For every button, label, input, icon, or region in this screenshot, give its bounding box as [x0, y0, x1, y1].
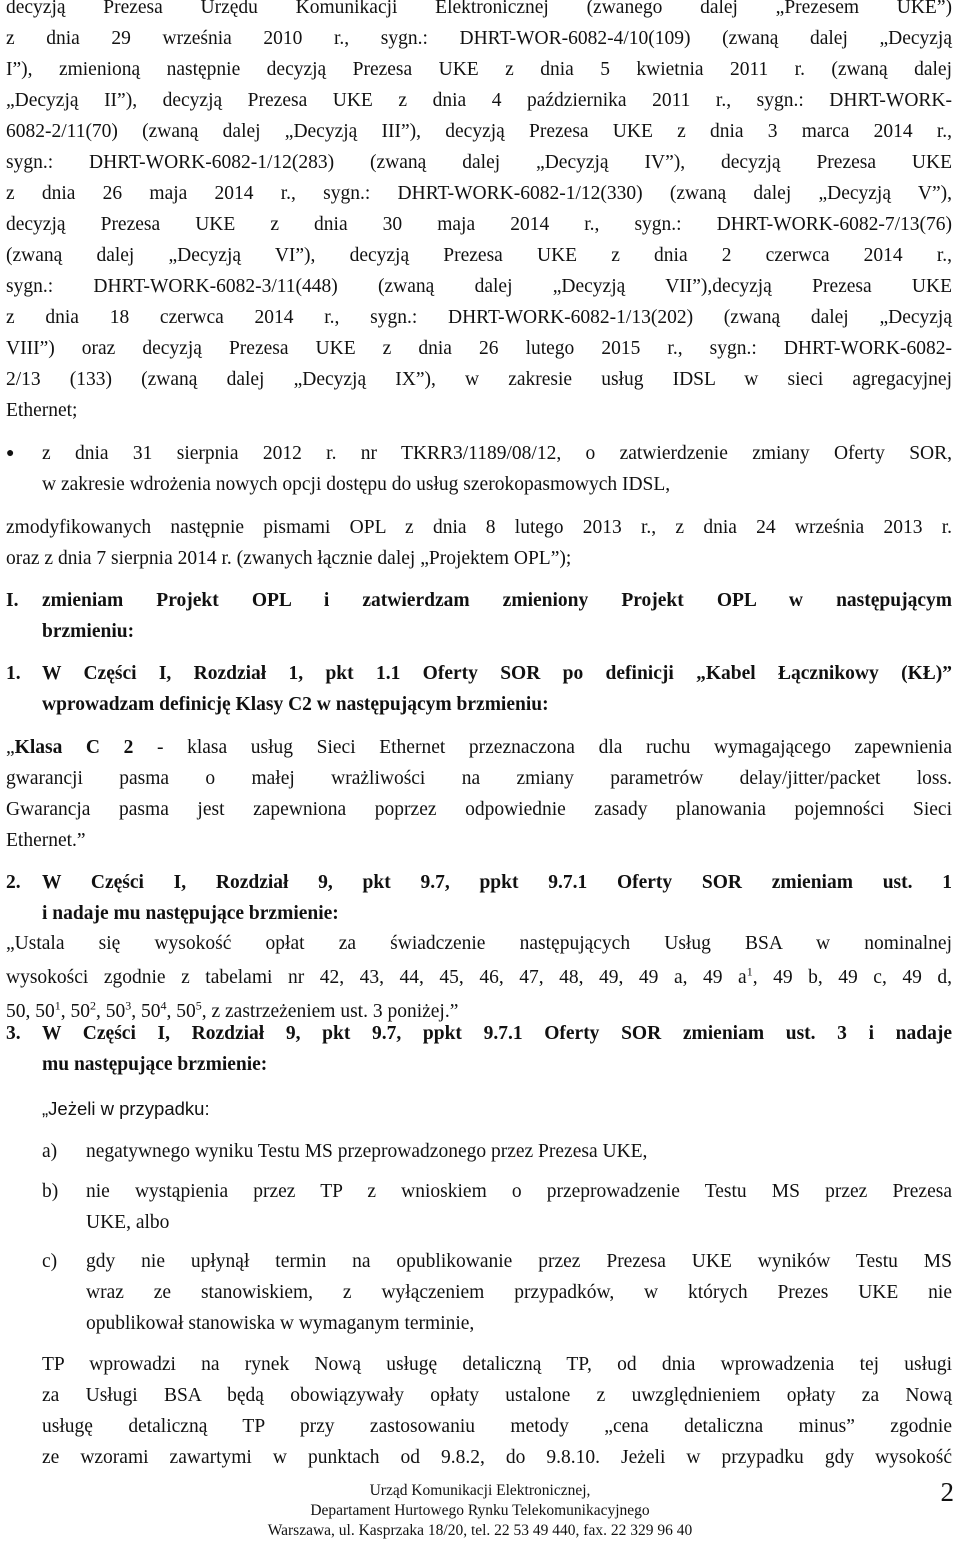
quote-text: , 50 — [96, 1001, 126, 1022]
section-heading-line: W Części I, Rozdział 9, pkt 9.7, ppkt 9.7.1 Oferty SOR zmieniam ust. 1 — [42, 872, 952, 893]
intro-line: decyzją Prezesa UKE z dnia 30 maja 2014 r., sygn.: DHRT-WORK-6082-7/13(76) — [6, 214, 952, 235]
definition-line: gwarancji pasma o małej wrażliwości na zmiany parametrów delay/jitter/packet loss. — [6, 768, 952, 789]
decision-line: zmieniam Projekt OPL i zatwierdzam zmieniony Projekt OPL w następującym — [42, 590, 952, 611]
closing-line: usługę detaliczną TP przy zastosowaniu metody „cena detaliczna minus” zgodnie — [42, 1416, 952, 1437]
list-label: c) — [42, 1251, 58, 1272]
quote-text: 50, 50 — [6, 1001, 55, 1022]
bullet-line: w zakresie wdrożenia nowych opcji dostępu do usług szerokopasmowych IDSL, — [42, 474, 671, 495]
quote-line — [6, 961, 952, 995]
superscript: 1 — [54, 998, 61, 1013]
page-number: 2 — [940, 1477, 954, 1507]
list-item-line: negatywnego wyniku Testu MS przeprowadzonego przez Prezesa UKE, — [86, 1141, 648, 1162]
intro-line: I”), zmienioną następnie decyzją Prezesa UKE z dnia 5 kwietnia 2011 r. (zwaną dalej — [6, 59, 952, 80]
bullet-icon: ● — [6, 446, 15, 461]
intro-line: sygn.: DHRT-WORK-6082-1/12(283) (zwaną dalej „Decyzją IV”), decyzją Prezesa UKE — [6, 152, 952, 173]
modified-line: zmodyfikowanych następnie pismami OPL z dnia 8 lutego 2013 r., z dnia 24 września 2013 r. — [6, 517, 952, 538]
intro-line: Ethernet; — [6, 400, 78, 421]
intro-line: z dnia 18 czerwca 2014 r., sygn.: DHRT-WORK-6082-1/13(202) (zwaną dalej „Decyzją — [6, 307, 952, 328]
superscript: 5 — [195, 998, 202, 1013]
superscript: 3 — [125, 998, 132, 1013]
list-item-line: wraz ze stanowiskiem, z wyłączeniem przypadków, w których Prezes UKE nie — [86, 1282, 952, 1303]
quote-line: „Ustala się wysokość opłat za świadczenie następujących Usług BSA w nominalnej — [6, 933, 952, 954]
closing-line: ze wzorami zawartymi w punktach od 9.8.2, do 9.8.10. Jeżeli w przypadku gdy wysokość — [42, 1447, 952, 1468]
intro-line: sygn.: DHRT-WORK-6082-3/11(448) (zwaną dalej „Decyzją VII”),decyzją Prezesa UKE — [6, 276, 952, 297]
section-heading-line: W Części I, Rozdział 1, pkt 1.1 Oferty SOR po definicji „Kabel Łącznikowy (KŁ)” — [42, 663, 952, 684]
footer-line: Warszawa, ul. Kasprzaka 18/20, tel. 22 53 49 440, fax. 22 329 96 40 — [267, 1522, 693, 1539]
section-heading-line: W Części I, Rozdział 9, pkt 9.7, ppkt 9.7.1 Oferty SOR zmieniam ust. 3 i nadaje — [42, 1023, 952, 1044]
definition-text: - klasa usług Sieci Ethernet przeznaczona dla ruchu wymagającego zapewnienia — [133, 737, 953, 758]
bullet-line: z dnia 31 sierpnia 2012 r. nr TKRR3/1189/08/12, o zatwierdzenie zmiany Oferty SOR, — [42, 443, 952, 464]
list-label: a) — [42, 1141, 58, 1162]
section-number: 1. — [6, 663, 21, 684]
section-heading-line: wprowadzam definicję Klasy C2 w następującym brzmieniu: — [42, 694, 549, 715]
intro-line: z dnia 29 września 2010 r., sygn.: DHRT-WOR-6082-4/10(109) (zwaną dalej „Decyzją — [6, 28, 952, 49]
superscript: 2 — [90, 998, 96, 1013]
list-item-line: UKE, albo — [86, 1212, 170, 1233]
intro-line: VIII”) oraz decyzją Prezesa UKE z dnia 26 lutego 2015 r., sygn.: DHRT-WORK-6082- — [6, 338, 952, 359]
quote-text: , 49 b, 49 c, 49 d, — [752, 967, 953, 988]
list-item-line: gdy nie upłynął termin na opublikowanie przez Prezesa UKE wyników Testu MS — [86, 1251, 952, 1272]
section-number: 2. — [6, 872, 21, 893]
section-heading-line: mu następujące brzmienie: — [42, 1054, 268, 1075]
footer-line: Urząd Komunikacji Elektronicznej, — [369, 1482, 591, 1499]
list-item-line: nie wystąpienia przez TP z wnioskiem o przeprowadzenie Testu MS przez Prezesa — [86, 1181, 952, 1202]
definition-first-line — [6, 732, 952, 763]
list-item-line: opublikował stanowiska w wymaganym terminie, — [86, 1313, 475, 1334]
superscript: 4 — [160, 998, 167, 1013]
list-label: b) — [42, 1181, 59, 1202]
quote-text: , 50 — [131, 1001, 161, 1022]
intro-line: 2/13 (133) (zwaną dalej „Decyzją IX”), w zakresie usług IDSL w sieci agregacyjnej — [6, 369, 952, 390]
decision-line: brzmieniu: — [42, 621, 135, 642]
footer-line: Departament Hurtowego Rynku Telekomunikacyjnego — [310, 1502, 650, 1519]
closing-line: za Usługi BSA będą obowiązywały opłaty ustalone z uwzględnieniem opłaty za Nową — [42, 1385, 952, 1406]
definition-term: Klasa C 2 — [14, 737, 134, 758]
quote-text: , 50 — [60, 1001, 90, 1022]
intro-line: 6082-2/11(70) (zwaną dalej „Decyzją III”), decyzją Prezesa UKE z dnia 3 marca 2014 r., — [6, 121, 952, 142]
intro-line: z dnia 26 maja 2014 r., sygn.: DHRT-WORK-6082-1/12(330) (zwaną dalej „Decyzją V”), — [6, 183, 952, 204]
quote-text: , z zastrzeżeniem ust. 3 poniżej.” — [201, 1001, 459, 1022]
superscript: 1 — [746, 964, 753, 979]
closing-line: TP wprowadzi na rynek Nową usługę detaliczną TP, od dnia wprowadzenia tej usługi — [42, 1354, 952, 1375]
section-heading-line: i nadaje mu następujące brzmienie: — [42, 903, 339, 924]
intro-line: decyzją Prezesa Urzędu Komunikacji Elektronicznej (zwanego dalej „Prezesem UKE”) — [6, 0, 952, 18]
definition-line: Gwarancja pasma jest zapewniona poprzez odpowiednie zasady planowania pojemności Sieci — [6, 799, 952, 820]
quote-mark: „ — [6, 737, 15, 758]
modified-line: oraz z dnia 7 sierpnia 2014 r. (zwanych łącznie dalej „Projektem OPL”); — [6, 548, 572, 569]
section-number: 3. — [6, 1023, 21, 1044]
definition-line: Ethernet.” — [6, 830, 86, 851]
intro-line: (zwaną dalej „Decyzją VI”), decyzją Prezesa UKE z dnia 2 czerwca 2014 r., — [6, 245, 952, 266]
quote-text: wysokości zgodnie z tabelami nr 42, 43, 44, 45, 46, 47, 48, 49, 49 a, 49 a — [6, 967, 747, 988]
list-intro: „Jeżeli w przypadku: — [42, 1098, 210, 1119]
decision-number: I. — [6, 590, 19, 611]
quote-text: , 50 — [166, 1001, 196, 1022]
intro-line: „Decyzją II”), decyzją Prezesa UKE z dnia 4 października 2011 r., sygn.: DHRT-WORK- — [6, 90, 952, 111]
